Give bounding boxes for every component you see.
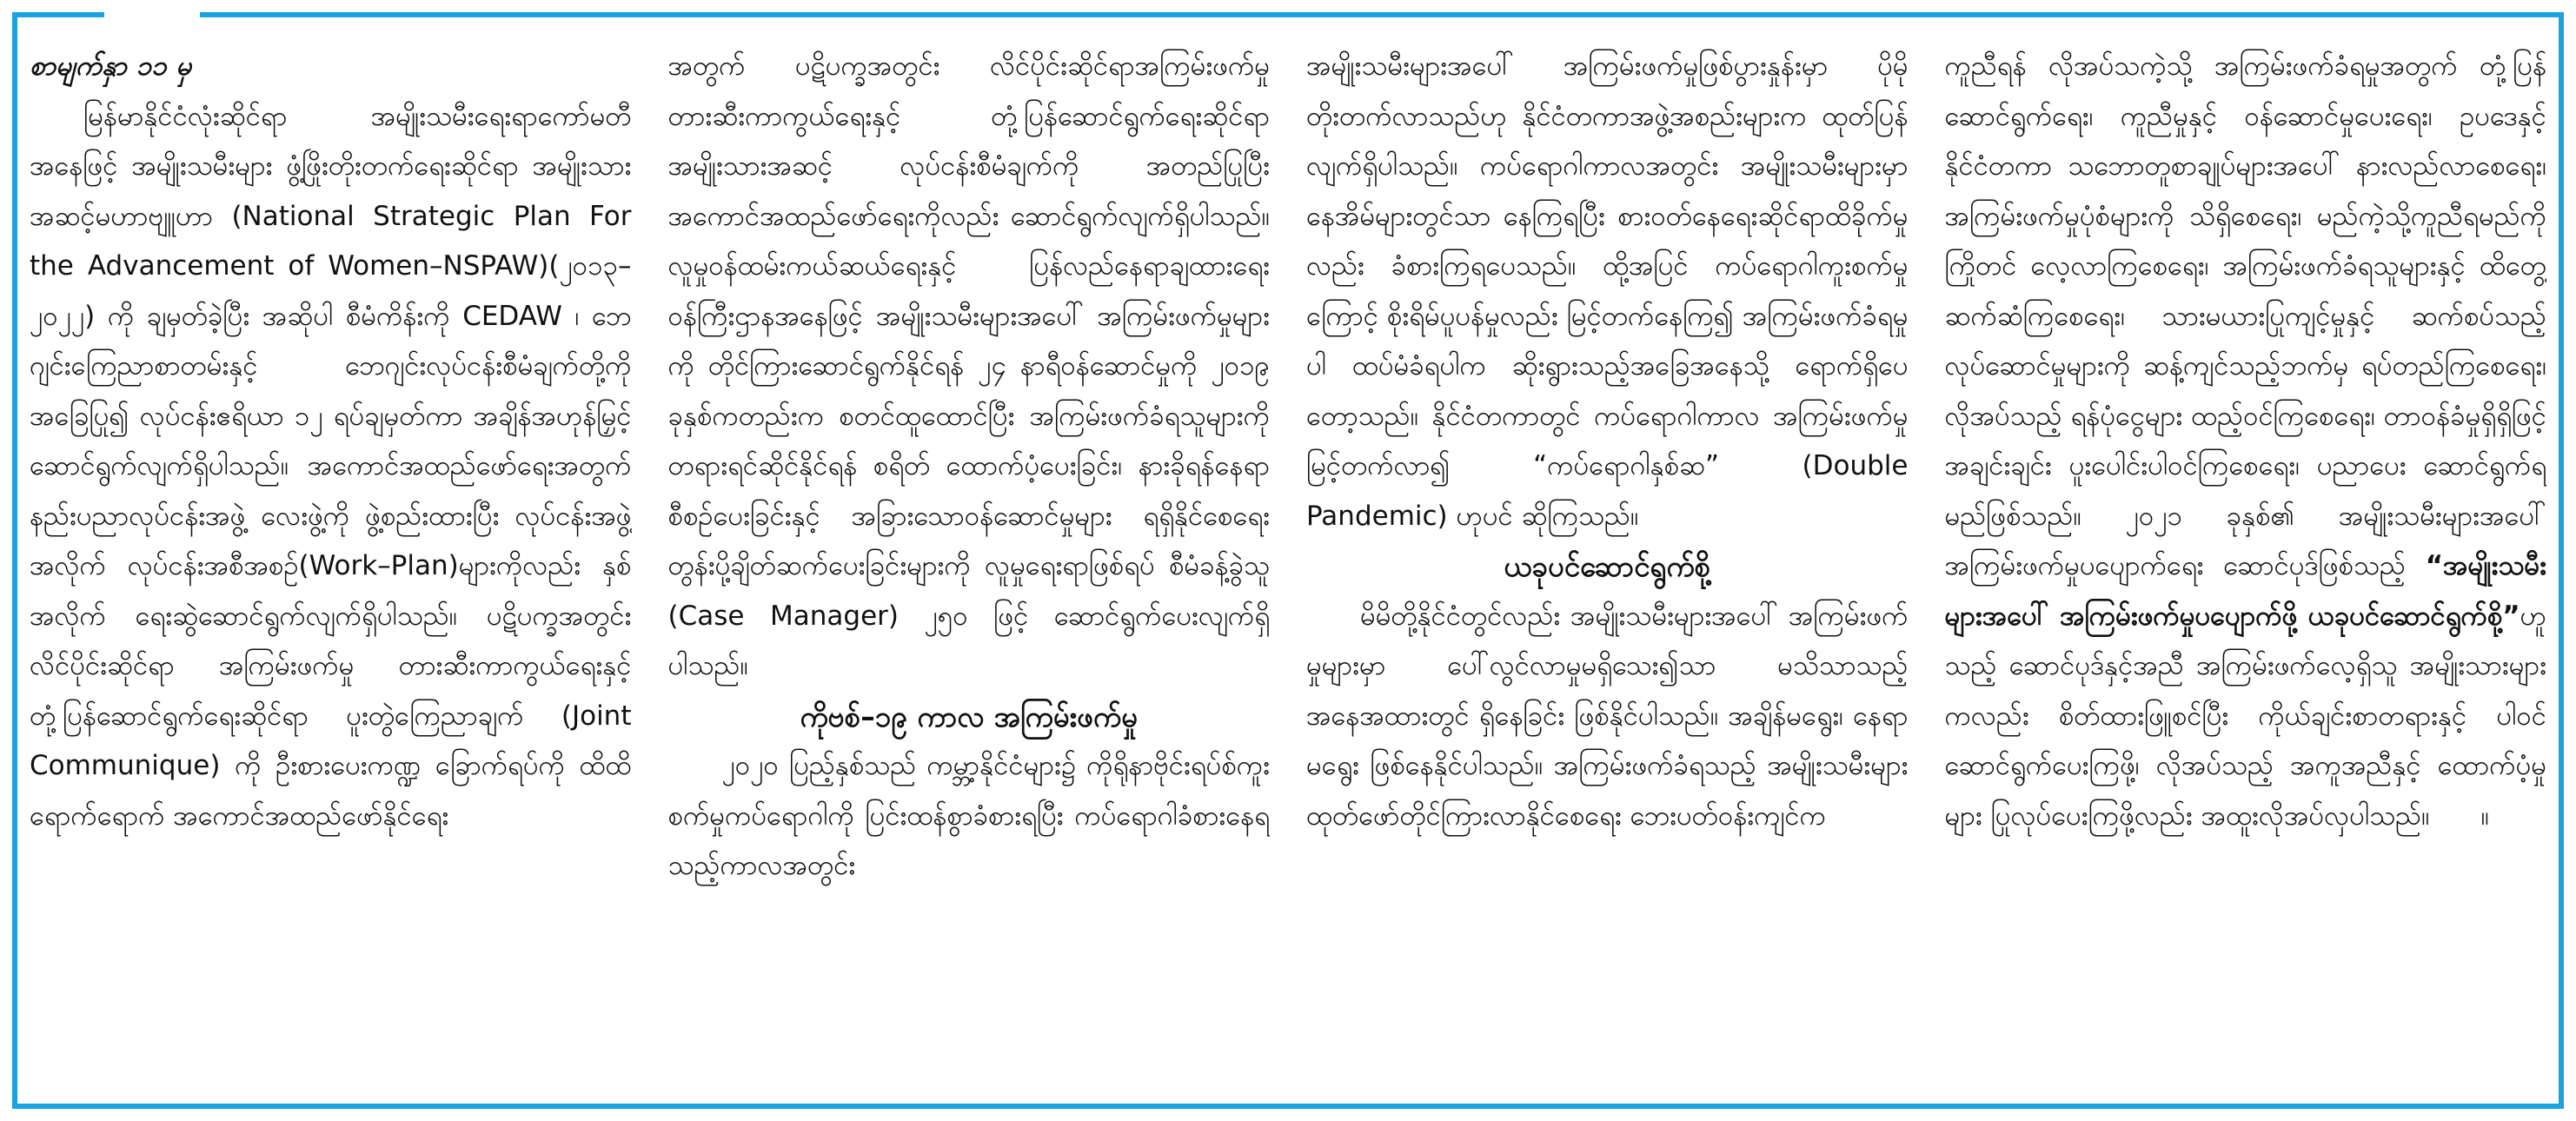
column-1 [30,42,632,1093]
continued-from-label: စာမျက်နှာ ၁၁ မှ [30,50,192,82]
paragraph: အတွက် ပဋိပက္ခအတွင်း လိင်ပိုင်းဆိုင်ရာအကြမ်းဖက်မှု တားဆီးကာကွယ်ရေးနှင့် တုံ့ပြန်ဆောင်ရွက်ရေးဆိုင်ရာ အမျိုးသားအဆင့် လုပ်ငန်းစီမံချက်ကို အတည်ပြုပြီး အကောင်အထည်ဖော်ရေးကိုလည်း ဆောင်ရွက်လျက်ရှိပါသည်။ လူမှုဝန်ထမ်းကယ်ဆယ်ရေးနှင့် ပြန်လည်နေရာချထားရေးဝန်ကြီးဌာနအနေဖြင့် အမျိုးသမီးများအပေါ် အကြမ်းဖက်မှုများကို တိုင်ကြားဆောင်ရွက်နိုင်ရန် ၂၄ နာရီဝန်ဆောင်မှုကို ၂၀၁၉ ခုနှစ်ကတည်းက စတင်ထူထောင်ပြီး အကြမ်းဖက်ခံရသူများကို တရားရင်ဆိုင်နိုင်ရန် စရိတ် ထောက်ပံ့ပေးခြင်း၊ နားခိုရန်နေရာစီစဉ်ပေးခြင်းနှင့် အခြားသောဝန်ဆောင်မှုများ ရရှိနိုင်စေရေး တွန်းပို့ချိတ်ဆက်ပေးခြင်းများကို လူမှုရေးရာဖြစ်ရပ် စီမံခန့်ခွဲသူ (Case Manager) ၂၅၀ ဖြင့် ဆောင်ရွက်ပေးလျက်ရှိပါသည်။ [667,50,1270,681]
paragraph [1945,42,2547,841]
column-3 [1306,42,1909,1093]
paragraph-text: ကူညီရန် လိုအပ်သကဲ့သို့ အကြမ်းဖက်ခံရမှုအတွက် တုံ့ပြန်ဆောင်ရွက်ရေး၊ ကူညီမှုနှင့် ဝန်ဆောင်မှုပေးရေး၊ ဥပဒေနှင့်နိုင်ငံတကာ သဘောတူစာချုပ်များအပေါ် နားလည်လာစေရေး၊ အကြမ်းဖက်မှုပုံစံများကို သိရှိစေရေး၊ မည်ကဲ့သို့ကူညီရမည်ကို ကြိုတင် လေ့လာကြစေရေး၊ အကြမ်းဖက်ခံရသူများနှင့် ထိတွေ့ဆက်ဆံကြစေရေး၊ သားမယားပြုကျင့်မှုနှင့် ဆက်စပ်သည့်လုပ်ဆောင်မှုများကို ဆန့်ကျင်သည့်ဘက်မှ ရပ်တည်ကြစေရေး၊ လိုအပ်သည့် ရန်ပုံငွေများ ထည့်ဝင်ကြစေရေး၊ တာဝန်ခံမှုရှိရှိဖြင့် အချင်းချင်း ပူးပေါင်းပါဝင်ကြစေရေး၊ ပညာပေး ဆောင်ရွက်ရမည်ဖြစ်သည်။ ၂၀၂၁ ခုနှစ်၏ အမျိုးသမီးများအပေါ် အကြမ်းဖက်မှုပပျောက်ရေး ဆောင်ပုဒ်ဖြစ်သည့် [1944,50,2546,581]
column-4 [1945,42,2547,1093]
frame-gap [104,7,200,23]
paragraph-text: ဟူသည့် ဆောင်ပုဒ်နှင့်အညီ အကြမ်းဖက်လေ့ရှိသူ အမျိုးသားများကလည်း စိတ်ထားဖြူစင်ပြီး ကိုယ်ချင်းစာတရားနှင့် ပါဝင်ဆောင်ရွက်ပေးကြဖို့၊ လိုအပ်သည့် အကူအညီနှင့် ထောက်ပံ့မှုများ ပြုလုပ်ပေးကြဖို့လည်း အထူးလိုအပ်လှပါသည်။ [1944,600,2546,832]
paragraph: အမျိုးသမီးများအပေါ် အကြမ်းဖက်မှုဖြစ်ပွားနှုန်းမှာ ပိုမိုတိုးတက်လာသည်ဟု နိုင်ငံတကာအဖွဲ့အစည်းများက ထုတ်ပြန်လျက်ရှိပါသည်။ ကပ်ရောဂါကာလအတွင်း အမျိုးသမီးများမှာ နေအိမ်များတွင်သာ နေကြရပြီး စားဝတ်နေရေးဆိုင်ရာထိခိုက်မှုလည်း ခံစားကြရပေသည်။ ထို့အပြင် ကပ်ရောဂါကူးစက်မှုကြောင့် စိုးရိမ်ပူပန်မှုလည်း မြင့်တက်နေကြ၍ အကြမ်းဖက်ခံရမှုပါ ထပ်မံခံရပါက ဆိုးရွားသည့်အခြေအနေသို့ ရောက်ရှိပေတော့သည်။ နိုင်ငံတကာတွင် ကပ်ရောဂါကာလ အကြမ်းဖက်မှုမြင့်တက်လာ၍ “ကပ်ရောဂါနှစ်ဆ” (Double Pandemic) ဟုပင် ဆိုကြသည်။ [1306,50,1909,532]
column-2 [668,42,1271,1093]
article-columns [30,42,2546,1093]
slogan-bold: “အမျိုးသမီးများအပေါ် အကြမ်းဖက်မှုပပျောက်ဖို့ ယခုပင်ဆောင်ရွက်စို့” [1944,550,2546,632]
end-mark: ။ [2480,799,2490,832]
section-heading: ကိုဗစ်–၁၉ ကာလ အကြမ်းဖက်မှု [800,699,1138,733]
section-heading: ယခုပင်ဆောင်ရွက်စို့ [1504,549,1711,583]
paragraph: မိမိတို့နိုင်ငံတွင်လည်း အမျိုးသမီးများအပေါ် အကြမ်းဖက်မှုများမှာ ပေါ်လွင်လာမှုမရှိသေး၍သာ မသိသာသည့်အနေအထားတွင် ရှိနေခြင်း ဖြစ်နိုင်ပါသည်။ အချိန်မရွေး၊ နေရာမရွေး ဖြစ်နေနိုင်ပါသည်။ အကြမ်းဖက်ခံရသည့် အမျိုးသမီးများ ထုတ်ဖော်တိုင်ကြားလာနိုင်စေရေး ဘေးပတ်ဝန်းကျင်က [1306,600,1909,832]
paragraph: ၂၀၂၀ ပြည့်နှစ်သည် ကမ္ဘာ့နိုင်ငံများ၌ ကိုရိုနာဗိုင်းရပ်စ်ကူးစက်မှုကပ်ရောဂါကို ပြင်းထန်စွာခံစားရပြီး ကပ်ရောဂါခံစားနေရသည့်ကာလအတွင်း [667,750,1270,881]
paragraph: မြန်မာနိုင်ငံလုံးဆိုင်ရာ အမျိုးသမီးရေးရာကော်မတီအနေဖြင့် အမျိုးသမီးများ ဖွံ့ဖြိုးတိုးတက်ရေးဆိုင်ရာ အမျိုးသားအဆင့်မဟာဗျူဟာ (National Strategic Plan For the Advancement of Women–NSPAW)(၂၀၁၃–၂၀၂၂) ကို ချမှတ်ခဲ့ပြီး အဆိုပါ စီမံကိန်းကို CEDAW ၊ ဘေဂျင်းကြေညာစာတမ်းနှင့် ဘေဂျင်းလုပ်ငန်းစီမံချက်တို့ကို အခြေပြု၍ လုပ်ငန်းဧရိယာ ၁၂ ရပ်ချမှတ်ကာ အချိန်အဟုန်မြှင့် ဆောင်ရွက်လျက်ရှိပါသည်။ အကောင်အထည်ဖော်ရေးအတွက် နည်းပညာလုပ်ငန်းအဖွဲ့ လေးဖွဲ့ကို ဖွဲ့စည်းထားပြီး လုပ်ငန်းအဖွဲ့အလိုက် လုပ်ငန်းအစီအစဉ်(Work–Plan)များကိုလည်း နှစ်အလိုက် ရေးဆွဲဆောင်ရွက်လျက်ရှိပါသည်။ ပဋိပက္ခအတွင်း လိင်ပိုင်းဆိုင်ရာ အကြမ်းဖက်မှု တားဆီးကာကွယ်ရေးနှင့် တုံ့ပြန်ဆောင်ရွက်ရေးဆိုင်ရာ ပူးတွဲကြေညာချက် (Joint Communique) ကို ဦးစားပေးကဏ္ဍ ခြောက်ရပ်ကို ထိထိရောက်ရောက် အကောင်အထည်ဖော်နိုင်ရေး [30,100,632,832]
